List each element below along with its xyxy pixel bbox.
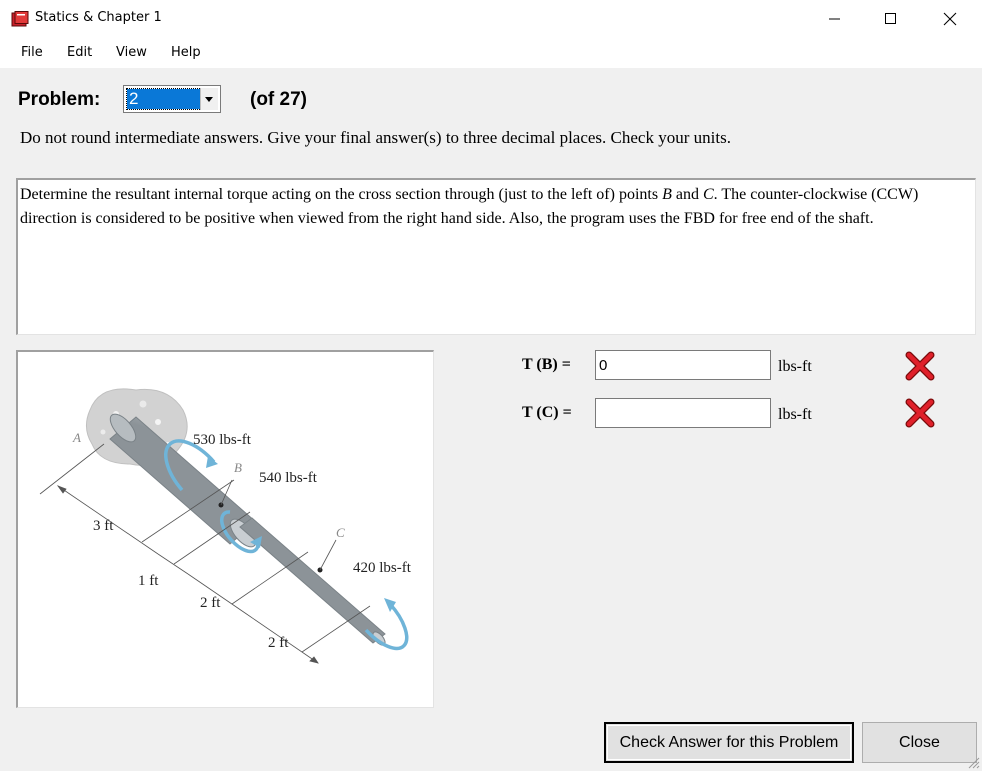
dim-label-3ft: 3 ft (93, 518, 114, 534)
shaft-diagram (18, 352, 433, 707)
close-window-button[interactable] (922, 0, 978, 38)
label-a: A (73, 430, 81, 445)
problem-label: Problem: (18, 89, 101, 110)
menu-help[interactable]: Help (171, 45, 201, 60)
question-box (16, 178, 976, 335)
problem-select-value: 2 (127, 89, 201, 109)
answer-input-tc[interactable] (595, 398, 771, 428)
minimize-button[interactable] (807, 0, 863, 38)
label-b: B (234, 460, 242, 475)
question-text (20, 183, 964, 231)
chevron-down-icon[interactable] (200, 88, 218, 110)
shaft-small-section (240, 518, 387, 647)
close-icon (943, 12, 957, 26)
question-part-3: . The counter-clockwise (CCW) direction is considered to be positive when viewed from the right hand side. Also, the program uses the FBD for free end of the shaft. (20, 186, 919, 227)
menu-file[interactable]: File (21, 45, 43, 60)
torque-label-540: 540 lbs-ft (259, 470, 317, 486)
window-title: Statics & Chapter 1 (35, 10, 162, 25)
problem-select[interactable] (123, 85, 221, 113)
title-bar (0, 0, 982, 38)
menu-view[interactable]: View (116, 45, 147, 60)
torque-label-530: 530 lbs-ft (193, 432, 251, 448)
incorrect-x-icon (905, 351, 935, 381)
question-point-c: C (702, 186, 714, 203)
point-c-leader (320, 540, 336, 570)
unit-label-tc: lbs-ft (778, 406, 812, 423)
question-part-1: Determine the resultant internal torque acting on the cross section through (just to the left of) points (20, 186, 663, 203)
menu-bar (0, 38, 982, 68)
problem-figure (16, 350, 434, 708)
maximize-icon (885, 13, 897, 25)
torque-label-420: 420 lbs-ft (353, 560, 411, 576)
close-button[interactable]: Close (862, 722, 977, 763)
answer-label-tb: T (B) = (522, 356, 571, 373)
dim-label-1ft: 1 ft (138, 573, 159, 589)
check-answer-button[interactable]: Check Answer for this Problem (604, 722, 854, 763)
app-book-icon (11, 11, 29, 27)
instructions-text: Do not round intermediate answers. Give your final answer(s) to three decimal places. Check your units. (20, 128, 731, 147)
question-point-b: B (662, 186, 672, 203)
unit-label-tb: lbs-ft (778, 358, 812, 375)
menu-edit[interactable]: Edit (67, 45, 93, 60)
answer-label-tc: T (C) = (522, 404, 572, 421)
minimize-icon (829, 13, 841, 25)
problem-count: (of 27) (250, 89, 307, 110)
dim-label-2ft-a: 2 ft (200, 595, 221, 611)
label-c: C (336, 525, 345, 540)
maximize-button[interactable] (863, 0, 919, 38)
question-part-2: and (671, 186, 703, 203)
answer-input-tb[interactable] (595, 350, 771, 380)
incorrect-x-icon (905, 398, 935, 428)
dim-label-2ft-b: 2 ft (268, 635, 289, 651)
resize-grip-icon[interactable] (966, 755, 980, 769)
